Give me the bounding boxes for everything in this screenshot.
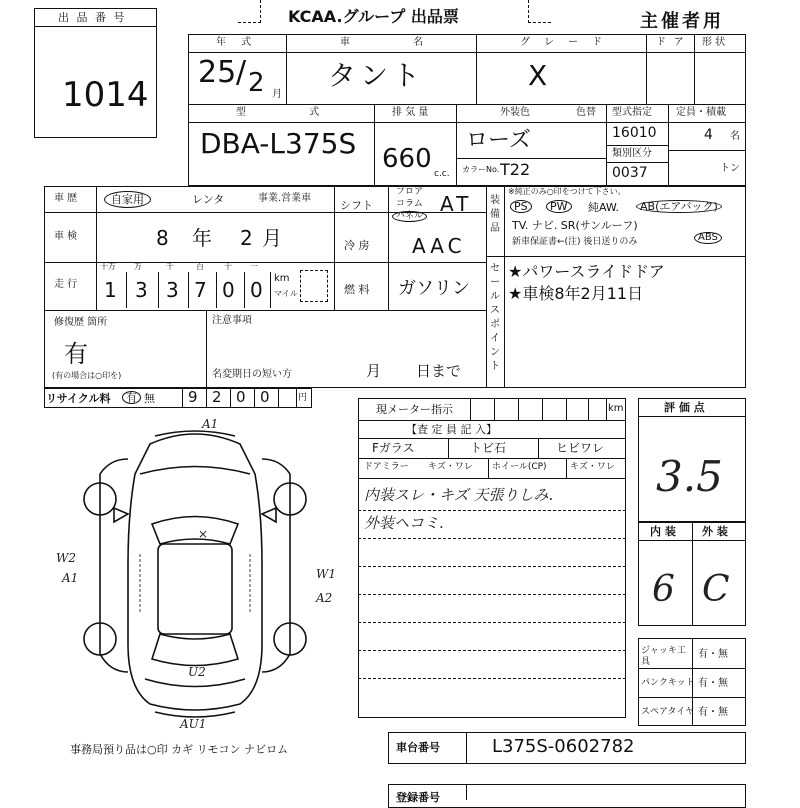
organizer-label: 主催者用 [640,11,724,32]
equip-ab: AB(エアバック) [636,200,722,213]
inspector-row1-1: Fガラス [372,441,415,455]
history-business: 事業.営業車 [258,193,312,204]
year-value: 25 [198,55,237,90]
car-name-label: 車 名 [340,37,424,48]
class-label: 類別区分 [612,148,652,159]
accessory-jack-value: 有・無 [698,649,728,660]
inspector-row2-2: キズ・ワレ [428,462,473,472]
color-label: 外装色 [500,107,530,118]
mileage-unit-4: 百 [196,262,204,271]
inspector-note-2: 外装ヘコミ. [364,514,444,532]
type-spec-label: 型式指定 [612,107,652,118]
registration-label: 登録番号 [396,791,440,804]
displacement-unit: c.c. [434,169,450,179]
equip-pw: PW [546,200,572,213]
right-mirror [262,508,276,522]
meter-label: 現メーター指示 [376,403,453,416]
door-label: ドア [656,37,692,48]
accessory-puncture-value: 有・無 [698,678,728,689]
mileage-digit-4: 7 [194,278,207,302]
mileage-unit-3: 千 [166,262,174,271]
inspector-row2-4: キズ・ワレ [570,462,615,472]
mark-a1-left: A1 [62,571,79,585]
mark-a2: A2 [316,591,333,605]
sales-point-label: セールスポイント [490,263,500,372]
left-mirror [114,508,128,522]
mark-x: × [198,527,209,541]
diagram-note: 事務局預り品は○印 カギ リモコン ナビロム [70,743,289,756]
recycle-label: リサイクル料 [46,392,111,405]
attention-label: 注意事項 [212,315,252,326]
shift-panel: パネル [392,211,427,222]
equip-abs: ABS [694,232,722,244]
repair-value: 有 [64,340,88,368]
mark-w2: W2 [56,551,76,565]
color-value: ローズ [466,128,531,153]
inspector-row2-1: ドアミラー [364,462,409,472]
color-no-label: カラーNo. [462,165,500,174]
mark-a1-top: A1 [202,417,219,431]
accessory-spare-label: スペアタイヤ [641,707,695,717]
grade-label: グレード [520,37,616,48]
inspection-label: 車 検 [54,231,78,242]
inspector-title: 【査 定 員 記 入】 [406,423,497,436]
recycle-no: 無 [144,392,155,405]
rename-day: 日まで [416,362,462,380]
inspector-row1-2: トビ石 [470,441,507,455]
sales-point-1: ★パワースライドドア [508,262,665,281]
shift-value: AT [440,192,473,216]
mileage-digit-6: 0 [250,278,263,302]
inspection-month: 2 [240,226,253,250]
recycle-yes: 有 [122,391,141,404]
class-value: 0037 [612,165,648,181]
ac-value: AAC [412,234,466,258]
inspection-year: 8 [156,226,169,250]
interior-label: 内 装 [650,525,676,538]
load-unit: トン [720,163,740,174]
mileage-unit-mile: マイル [274,289,298,298]
color-no-value: T22 [500,160,531,179]
chassis-label: 車台番号 [396,741,440,754]
mileage-unit-km: km [274,273,290,284]
mileage-unit-5: 十 [224,262,232,271]
month-unit: 月 [272,89,282,100]
grade-value: X [528,59,548,92]
inspector-note-1: 内装スレ・キズ 天張りしみ. [364,486,554,504]
mileage-digit-2: 3 [135,278,148,302]
model-label: 型 式 [236,107,320,118]
exterior-score: C [702,569,730,610]
recycle-digit-2: 2 [212,388,222,406]
car-damage-diagram [40,414,350,734]
mileage-digit-5: 0 [222,278,235,302]
car-name: タント [328,59,425,92]
mileage-digit-1: 1 [104,278,117,302]
color-change-label: 色替 [576,107,596,118]
equip-line2: TV. ナビ. SR(サンルーフ) [512,219,638,232]
recycle-digit-1: 9 [188,388,198,406]
accessory-jack-label: ジャッキ工具 [641,646,686,667]
accessory-puncture-label: パンクキット [641,678,695,688]
lot-number-label: 出 品 番 号 [58,11,127,24]
registration-box [388,784,746,808]
inspection-month-unit: 月 [262,226,282,250]
car-windshield [152,517,238,545]
capacity-value: 4 [704,127,713,143]
mileage-label: 走 行 [54,279,78,290]
type-spec-value: 16010 [612,125,657,141]
displacement-value: 660 [382,144,432,174]
ac-label: 冷 房 [344,239,370,252]
history-rental: レンタ [192,193,225,206]
shift-column: コラム [396,199,423,209]
mark-w1: W1 [316,567,336,581]
fuel-label: 燃 料 [344,283,370,296]
capacity-label: 定員・積載 [676,107,726,118]
history-label: 車 歴 [54,193,78,204]
equipment-note: ※純正のみ○印をつけて下さい。 [508,187,626,196]
recycle-unit: 円 [298,393,308,403]
mark-au1: AU1 [180,717,207,731]
equip-line3: 新車保証書←(注) 後日送りのみ [512,237,638,247]
month-value: 2 [248,68,265,98]
inspection-year-unit: 年 [192,226,212,250]
rename-month: 月 [366,362,382,380]
form-title: KCAA.グループ 出品票 [288,7,459,26]
sales-point-2: ★車検8年2月11日 [508,284,644,303]
repair-note: (有の場合は○印を) [52,371,122,380]
chassis-value: L375S-0602782 [492,736,635,757]
equip-ps: PS [510,200,532,213]
score-value: 3.5 [656,452,723,501]
car-roof [158,544,232,634]
shape-label: 形 状 [702,37,726,48]
mark-u2: U2 [188,665,206,679]
recycle-digit-4: 0 [260,388,270,406]
mileage-digit-3: 3 [166,278,179,302]
model-value: DBA-L375S [200,127,357,160]
car-rear-window [152,634,238,666]
exterior-label: 外 装 [702,525,728,538]
fuel-value: ガソリン [398,278,470,299]
equipment-label: 装備品 [490,195,500,234]
year-label: 年 式 [216,37,258,48]
equip-aw: 純AW. [588,201,620,214]
month-slash: / [236,55,247,90]
shift-floor: フロア [396,187,424,197]
mileage-unit-2: 万 [134,262,142,271]
capacity-unit: 名 [730,131,740,142]
car-hood [140,467,250,475]
score-label: 評 価 点 [664,401,705,414]
repair-label: 修復歴 箇所 [54,317,108,328]
lot-number: 1014 [62,75,149,115]
history-private: 自家用 [104,191,151,208]
mileage-unit-6: 一 [250,262,258,271]
lot-number-box [34,8,157,138]
shift-label: シフト [340,199,373,212]
rename-label: 名変期日の短い方 [212,369,292,380]
recycle-digit-3: 0 [236,388,246,406]
displacement-label: 排 気 量 [392,107,429,118]
inspector-row2-3: ホイール(CP) [492,462,547,472]
meter-unit: km [608,403,624,414]
mileage-unit-1: 十万 [100,262,116,271]
interior-score: 6 [652,569,675,610]
inspector-row1-3: ヒビワレ [556,441,605,455]
accessory-spare-value: 有・無 [698,707,728,718]
